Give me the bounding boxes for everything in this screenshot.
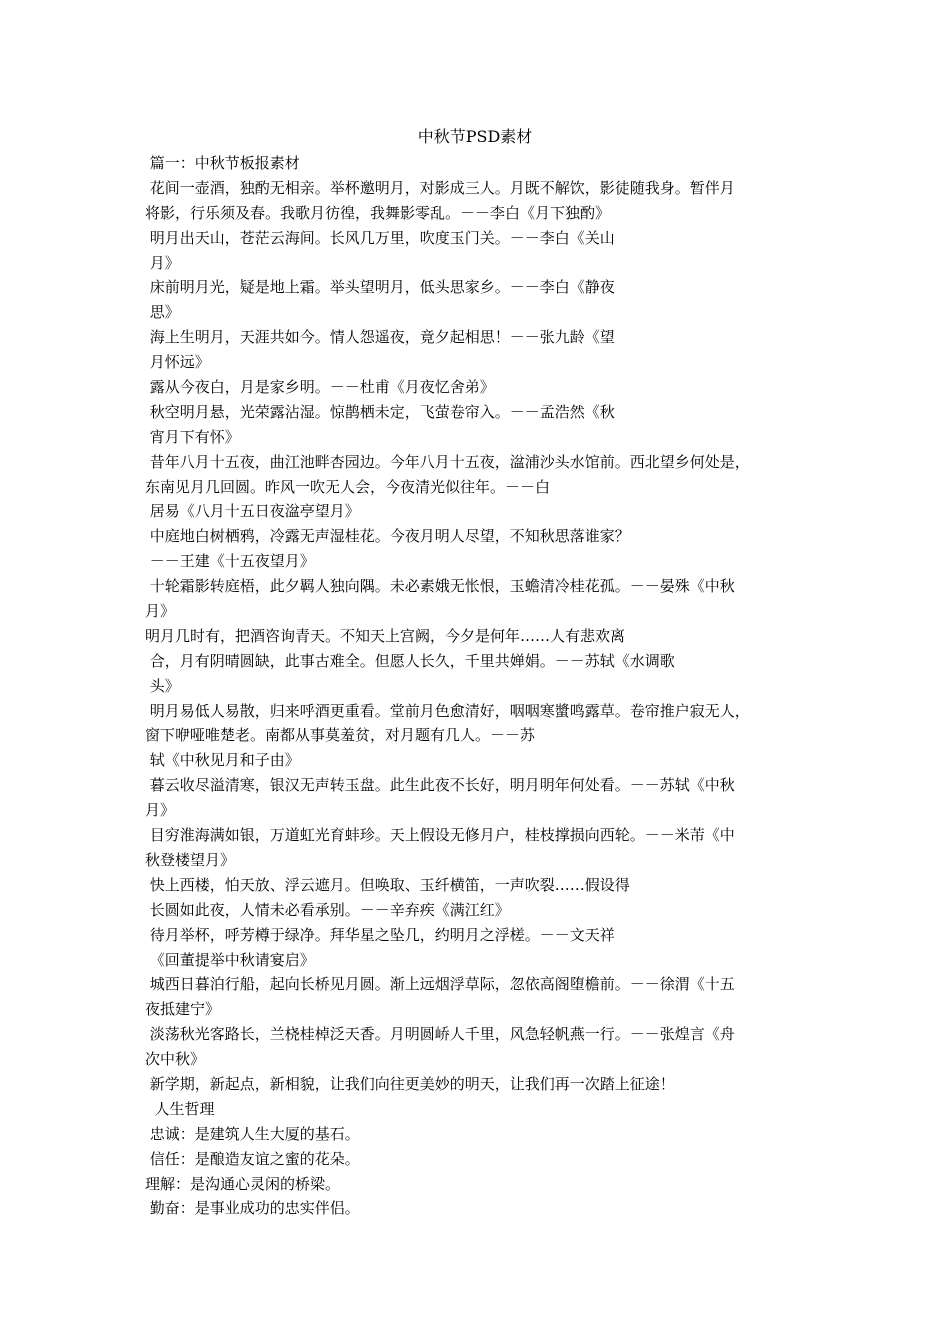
- text-line: 夜抵建宁》: [145, 1000, 221, 1019]
- text-line: 理解：是沟通心灵闲的桥梁。: [145, 1174, 341, 1193]
- text-line: 快上西楼，怕天放、浮云遮月。但唤取、玉纤横笛，一声吹裂……假设得: [145, 875, 630, 894]
- text-line: 信任：是酿造友谊之蜜的花朵。: [145, 1149, 360, 1168]
- page-title: 中秋节PSD素材: [417, 127, 533, 146]
- text-line: 海上生明月，天涯共如今。情人怨遥夜，竟夕起相思！－－张九龄《望: [145, 328, 615, 347]
- text-line: 将影，行乐须及春。我歌月彷徨，我舞影零乱。－－李白《月下独酌》: [145, 203, 611, 222]
- text-line: 头》: [145, 676, 180, 695]
- text-line: 轼《中秋见月和子由》: [145, 751, 300, 770]
- text-line: 勤奋：是事业成功的忠实伴侣。: [145, 1199, 360, 1218]
- text-line: 东南见月几回圆。昨风一吹无人会，今夜清光似往年。－－白: [145, 477, 551, 496]
- text-line: 明月易低人易散，归来呼酒更重看。堂前月色愈清好，咽咽寒螿鸣露草。卷帘推户寂无人，: [145, 701, 750, 720]
- text-line: 明月出天山，苍茫云海间。长风几万里，吹度玉门关。－－李白《关山: [145, 228, 615, 247]
- text-line: 花间一壶酒，独酌无相亲。举杯邀明月，对影成三人。月既不解饮，影徒随我身。暂伴月: [145, 178, 735, 197]
- text-line: 篇一：中秋节板报素材: [145, 154, 300, 172]
- text-line: 月》: [145, 602, 176, 621]
- text-line: 床前明月光，疑是地上霜。举头望明月，低头思家乡。－－李白《静夜: [145, 278, 615, 297]
- text-line: 思》: [145, 303, 180, 322]
- text-line: 月》: [145, 801, 176, 820]
- text-line: 合，月有阴晴圆缺，此事古难全。但愿人长久，千里共婵娟。－－苏轼《水调歌: [145, 651, 675, 670]
- text-line: 昔年八月十五夜，曲江池畔杏园边。今年八月十五夜，湓浦沙头水馆前。西北望乡何处是，: [145, 452, 750, 471]
- text-line: －－王建《十五夜望月》: [145, 552, 315, 571]
- text-line: 月怀远》: [145, 353, 210, 372]
- text-line: 十轮霜影转庭梧，此夕羁人独向隅。未必素娥无怅恨，玉蟾清冷桂花孤。－－晏殊《中秋: [145, 577, 735, 596]
- text-line: 待月举杯，呼芳樽于绿净。拜华星之坠几，约明月之浮槎。－－文天祥: [145, 925, 615, 944]
- text-line: 秋空明月悬，光荣露沾湿。惊鹊栖未定，飞萤卷帘入。－－孟浩然《秋: [145, 402, 615, 421]
- text-line: 人生哲理: [145, 1099, 215, 1118]
- text-line: 中庭地白树栖鸦，冷露无声湿桂花。今夜月明人尽望，不知秋思落谁家？: [145, 527, 630, 546]
- text-line: 窗下咿哑唯楚老。南都从事莫羞贫，对月题有几人。－－苏: [145, 726, 536, 745]
- text-line: 目穷淮海满如银，万道虹光育蚌珍。天上假设无修月户，桂枝撑损向西轮。－－米芾《中: [145, 826, 735, 845]
- text-line: 月》: [145, 253, 180, 272]
- text-line: 秋登楼望月》: [145, 850, 236, 869]
- text-line: 次中秋》: [145, 1050, 206, 1069]
- text-line: 新学期，新起点，新相貌，让我们向往更美妙的明天，让我们再一次踏上征途！: [145, 1074, 675, 1093]
- text-line: 忠诚：是建筑人生大厦的基石。: [145, 1124, 360, 1143]
- text-line: 长圆如此夜，人情未必看承别。－－辛弃疾《满江红》: [145, 900, 510, 919]
- text-line: 露从今夜白，月是家乡明。－－杜甫《月夜忆舍弟》: [145, 378, 495, 397]
- text-line: 居易《八月十五日夜湓亭望月》: [145, 502, 360, 521]
- document-body: [145, 151, 817, 1221]
- text-line: 淡荡秋光客路长，兰桡桂棹泛天香。月明圆峤人千里，风急轻帆燕一行。－－张煌言《舟: [145, 1025, 735, 1044]
- text-line: 城西日暮泊行船，起向长桥见月圆。渐上远烟浮草际，忽依高阁堕檐前。－－徐渭《十五: [145, 975, 735, 994]
- text-line: 暮云收尽溢清寒，银汉无声转玉盘。此生此夜不长好，明月明年何处看。－－苏轼《中秋: [145, 776, 735, 795]
- text-line: 《回董提举中秋请宴启》: [145, 950, 315, 969]
- text-line: 明月几时有，把酒咨询青天。不知天上宫阙，今夕是何年……人有悲欢离: [145, 626, 626, 645]
- text-line: 宵月下有怀》: [145, 427, 240, 446]
